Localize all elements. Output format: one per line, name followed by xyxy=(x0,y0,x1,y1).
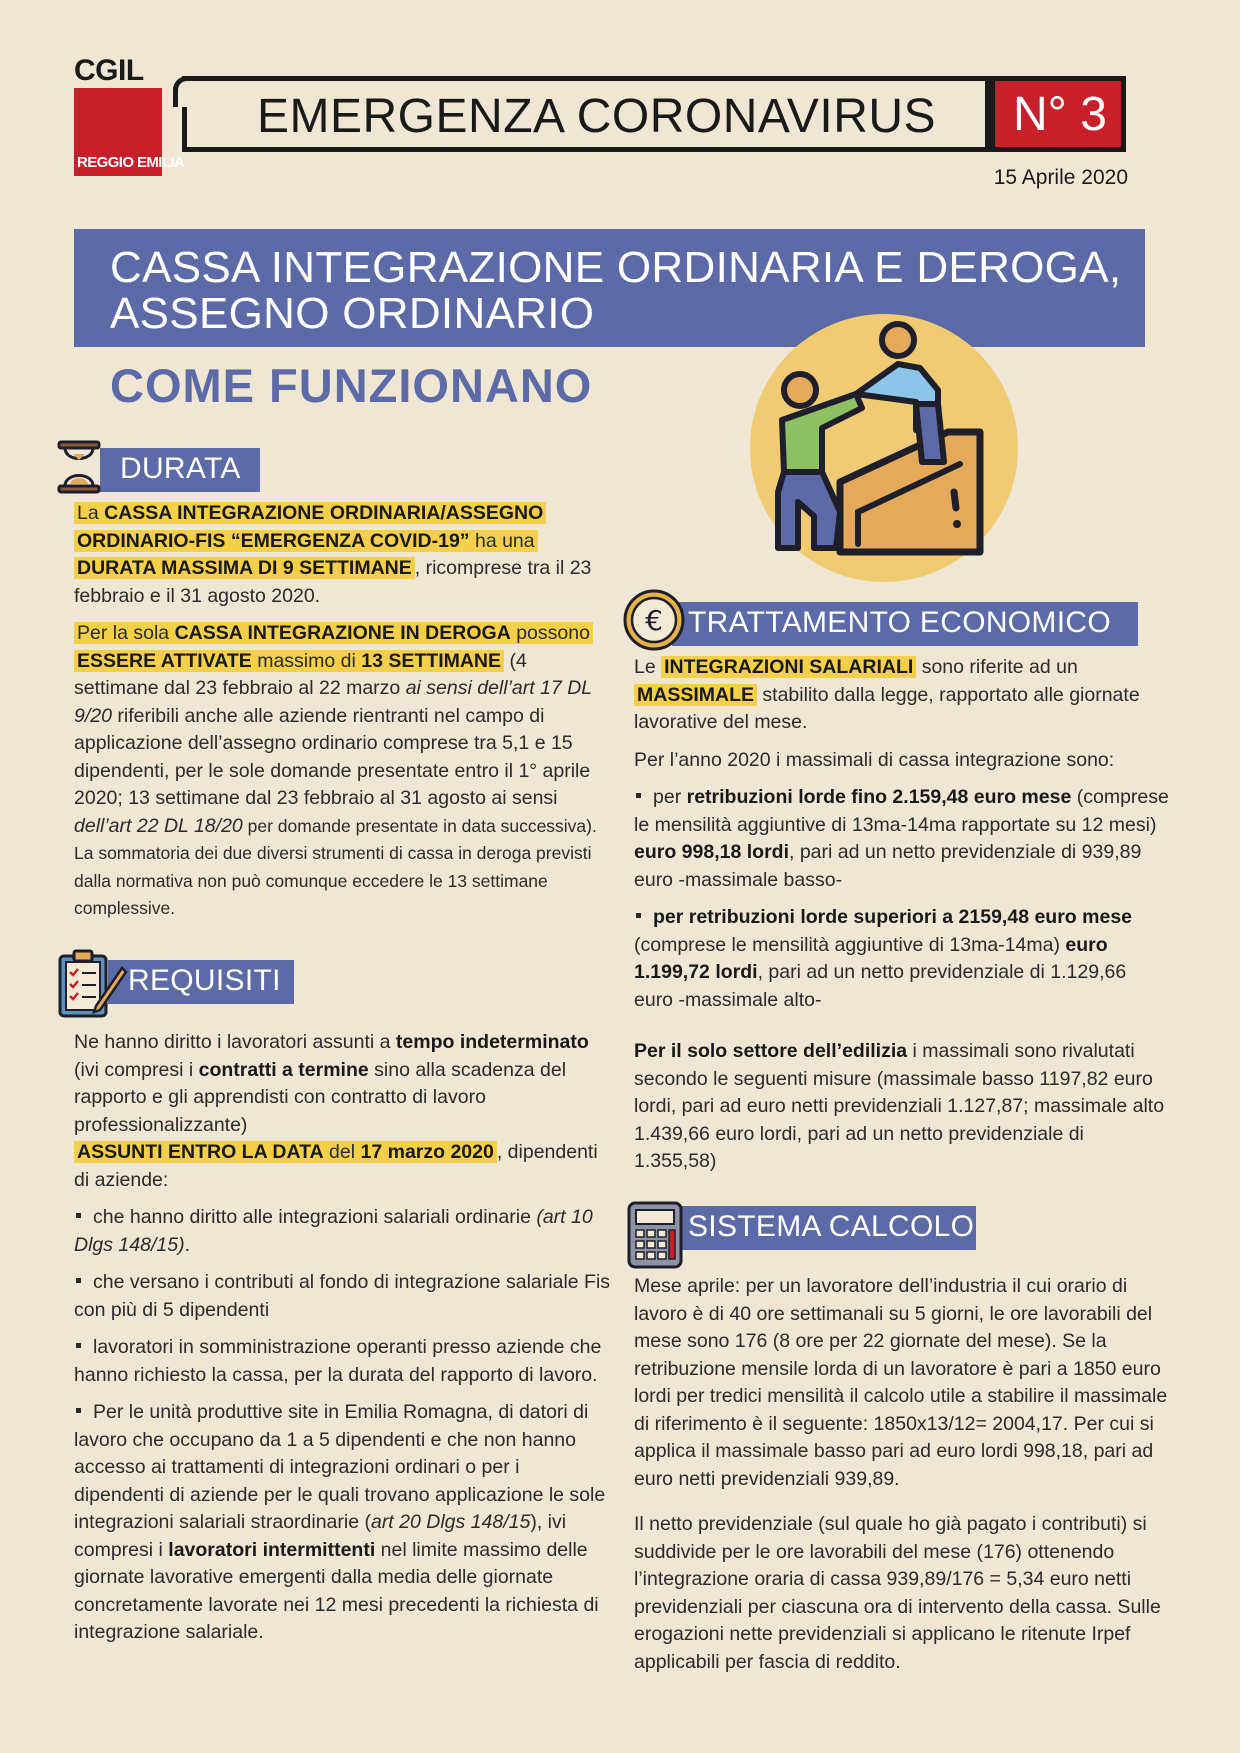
text-bold: ESSERE ATTIVATE xyxy=(77,649,252,672)
bullet-dot xyxy=(636,913,641,918)
helping-hand-climb-illustration xyxy=(748,312,1020,584)
text-bold: DURATA MASSIMA DI 9 SETTIMANE xyxy=(77,557,412,579)
page-title: EMERGENZA CORONAVIRUS xyxy=(257,90,937,143)
issue-badge xyxy=(990,76,1126,152)
text: massimo di xyxy=(251,649,362,672)
section-title-durata: DURATA xyxy=(120,452,241,485)
text: (comprese le mensilità aggiuntive di 13ma-14ma rapportate su 12 mesi) xyxy=(634,786,1169,836)
text-bold: CASSA INTEGRAZIONE ORDINARIA/ASSEGNO ORDINARIO-FIS “EMERGENZA COVID-19” xyxy=(77,502,544,552)
text-italic: ai sensi dell’art 17 DL 9/20 xyxy=(74,677,592,727)
clipboard-checklist-icon xyxy=(56,948,128,1020)
header-title-box xyxy=(182,76,990,152)
calculator-icon xyxy=(626,1200,684,1270)
text: Per le unità produttive site in Emilia Romagna, di datori di lavoro che occupano da 1 a 5 dipendenti e che non hanno accesso ai trattamenti di integrazioni ordinari o per i dipendenti di aziende per le quali trovano applicazione le sole integrazioni salariali straordinarie ( xyxy=(74,1401,606,1533)
trattamento-paragraph-2: Per l’anno 2020 i massimali di cassa integrazione sono: xyxy=(634,748,1115,771)
banner-line-2: ASSEGNO ORDINARIO xyxy=(110,289,595,338)
section-header-requisiti xyxy=(108,960,294,1004)
section-title-calcolo: SISTEMA CALCOLO xyxy=(688,1210,975,1243)
text-italic: dell’art 22 DL 18/20 xyxy=(74,814,243,837)
text-bold: ASSUNTI ENTRO LA DATA xyxy=(77,1141,324,1163)
requisiti-body xyxy=(74,1029,614,1657)
text: sono riferite ad un xyxy=(916,656,1078,678)
logo-top-text: CGIL xyxy=(74,54,144,87)
text: sino alla scadenza del rapporto e gli apprendisti con contratto di lavoro professionalizzante) xyxy=(74,1058,567,1136)
text: che versano i contributi al fondo di integrazione salariale Fis con più di 5 dipendenti xyxy=(74,1271,611,1321)
text: possono xyxy=(510,622,590,644)
svg-text:€: € xyxy=(645,604,663,637)
text-italic: art 20 Dlgs 148/15 xyxy=(370,1511,531,1533)
text-bold: INTEGRAZIONI SALARIALI xyxy=(664,656,914,678)
text: , dipendenti di aziende: xyxy=(74,1141,598,1191)
requisiti-bullet-1 xyxy=(74,1204,614,1259)
text: lavoratori in somministrazione operanti presso aziende che hanno richiesto la cassa, per la durata del rapporto di lavoro. xyxy=(74,1336,602,1386)
bullet-dot xyxy=(76,1408,81,1413)
bullet-dot xyxy=(636,793,641,798)
requisiti-paragraph-1 xyxy=(74,1029,614,1194)
text-italic: (art 10 Dlgs 148/15) xyxy=(74,1206,593,1256)
text: del xyxy=(323,1141,361,1163)
section-title-requisiti: REQUISITI xyxy=(128,964,281,997)
text: nel limite massimo delle giornate lavorative emergenti dalla media delle giornate concretamente lavorate nei 12 mesi precedenti la richiesta di integrazione salariale. xyxy=(74,1538,599,1643)
hourglass-icon xyxy=(56,440,102,494)
subtitle: COME FUNZIONANO xyxy=(110,359,593,412)
text-bold: Per il solo settore dell’edilizia xyxy=(634,1040,908,1062)
durata-body xyxy=(74,500,606,933)
section-header-trattamento xyxy=(672,602,1138,646)
requisiti-bullet-4 xyxy=(74,1399,614,1647)
requisiti-bullet-3 xyxy=(74,1334,614,1389)
banner-line-1: CASSA INTEGRAZIONE ORDINARIA E DEROGA, xyxy=(110,243,1122,292)
text-bold: MASSIMALE xyxy=(637,683,754,706)
section-header-durata xyxy=(100,448,260,492)
trattamento-bullet-1 xyxy=(634,784,1170,894)
text: (4 settimane dal 23 febbraio al 22 marzo xyxy=(74,649,527,699)
text: Per la sola xyxy=(77,622,175,644)
text: stabilito dalla legge, rapportato alle giornate lavorative del mese. xyxy=(634,683,1140,733)
text: Ne hanno diritto i lavoratori assunti a xyxy=(74,1031,396,1053)
text-bold: euro 1.199,72 lordi xyxy=(634,933,1108,983)
text: , pari ad un netto previdenziale di 939,89 euro -massimale basso- xyxy=(634,841,1142,891)
text-bold: contratti a termine xyxy=(198,1058,369,1081)
text-bold: 17 marzo 2020 xyxy=(360,1141,494,1163)
calcolo-paragraph-1: Mese aprile: per un lavoratore dell’industria il cui orario di lavoro è di 40 ore settimanali su 5 giorni, le ore lavorabili del mese sono 176 (8 ore per 22 giornate del mese). Se la retribuzione mensile lorda di un lavoratore è pari a 1850 euro lordi per tredici mensilità il calcolo utile a stabilire il massimale di riferimento è il seguente: 1850x13/12= 2004,17. Per cui si applica il massimale basso pari ad euro lordi 998,18, pari ad euro netti previdenziali 939,89. xyxy=(634,1275,1168,1490)
text: ha una xyxy=(469,529,535,552)
text-bold: euro 998,18 lordi xyxy=(634,841,789,863)
text: Le xyxy=(634,656,662,678)
text: i massimali sono rivalutati secondo le seguenti misure (massimale basso 1197,82 euro lordi, pari ad euro netti previdenziali 1.127,87; massimale alto 1.439,66 euro lordi, pari ad un netto previdenziale di 1.355,58) xyxy=(634,1040,1165,1172)
calcolo-paragraph-2: Il netto previdenziale (sul quale ho già pagato i contributi) si suddivide per le ore lavorabili del mese (176) ottenendo l’integrazione oraria di cassa 939,89/176 = 5,34 euro netti previdenziali per ciascuna ora di intervento della cassa. Sulle erogazioni nette previdenziali si applicano le ritenute Irpef applicabili per fascia di reddito. xyxy=(634,1513,1161,1673)
text: , pari ad un netto previdenziale di 1.129,66 euro -massimale alto- xyxy=(634,961,1127,1011)
euro-coin-icon xyxy=(622,588,686,652)
trattamento-body xyxy=(634,654,1170,1186)
section-title-trattamento: TRATTAMENTO ECONOMICO xyxy=(688,606,1111,639)
text-bold: retribuzioni lorde fino 2.159,48 euro mese xyxy=(686,786,1072,808)
trattamento-paragraph-3 xyxy=(634,1038,1170,1176)
section-header-calcolo xyxy=(672,1206,976,1250)
text-small: per domande presentate in data successiva). La sommatoria dei due diversi strumenti di cassa in deroga previsti dalla normativa non può comunque eccedere le 13 settimane complessive. xyxy=(74,815,597,918)
issue-date: 15 Aprile 2020 xyxy=(993,166,1128,189)
text-bold: CASSA INTEGRAZIONE IN DEROGA xyxy=(174,622,511,644)
requisiti-bullet-2 xyxy=(74,1269,614,1324)
bullet-dot xyxy=(76,1343,81,1348)
logo-sub-text: REGGIO EMILIA xyxy=(77,154,185,171)
text-bold: lavoratori intermittenti xyxy=(168,1538,376,1561)
bullet-dot xyxy=(76,1278,81,1283)
text: La xyxy=(77,502,105,524)
text: (comprese le mensilità aggiuntive di 13ma-14ma) xyxy=(634,933,1066,956)
trattamento-paragraph-1 xyxy=(634,654,1170,737)
text: (ivi compresi i xyxy=(74,1058,199,1081)
issue-number: N° 3 xyxy=(1013,88,1107,141)
text-bold: 13 SETTIMANE xyxy=(361,649,502,672)
logo-red-block xyxy=(74,88,185,176)
text-bold: per retribuzioni lorde superiori a 2159,48 euro mese xyxy=(653,906,1133,928)
text: . xyxy=(184,1233,190,1256)
text: riferibili anche alle aziende rientranti nel campo di applicazione dell’assegno ordinario comprese tra 5,1 e 15 dipendenti, per le sole domande presentate entro il 1° aprile 2020; 13 settimane dal 23 febbraio al 31 agosto ai sensi xyxy=(74,704,591,809)
durata-paragraph-2 xyxy=(74,620,606,923)
cgil-logo xyxy=(74,54,185,176)
calcolo-body xyxy=(634,1273,1170,1686)
text: , ricomprese tra il 23 febbraio e il 31 agosto 2020. xyxy=(74,557,592,607)
bullet-dot xyxy=(76,1213,81,1218)
text: che hanno diritto alle integrazioni salariali ordinarie xyxy=(93,1206,537,1228)
trattamento-bullet-2 xyxy=(634,904,1170,1014)
durata-paragraph-1 xyxy=(74,500,606,610)
text-bold: tempo indeterminato xyxy=(395,1031,589,1053)
text: per xyxy=(653,786,687,808)
text: ), ivi compresi i xyxy=(74,1511,567,1561)
